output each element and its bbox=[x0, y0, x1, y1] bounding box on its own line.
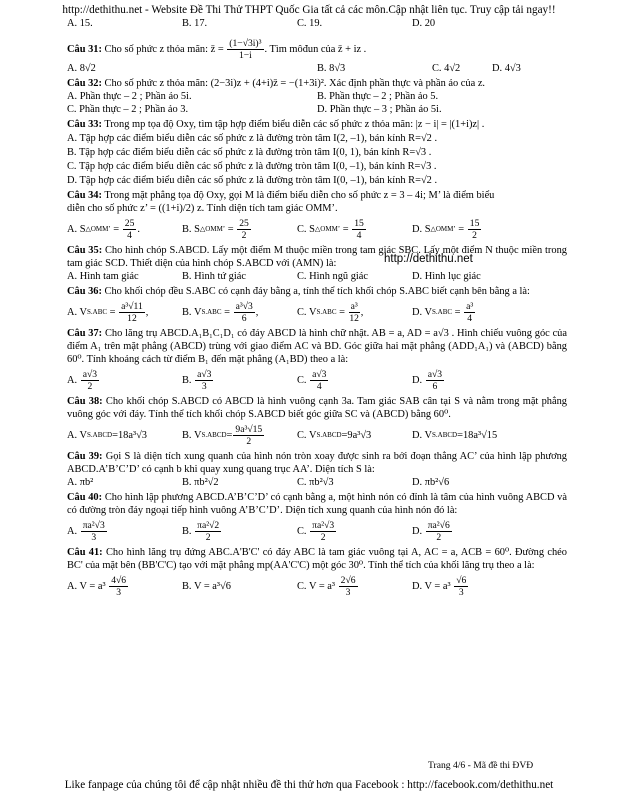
option-b[interactable]: B. Tập hợp các điểm biểu diễn các số phức z là đường tròn tâm I(0, 1), bán kính R=√3 . bbox=[67, 147, 432, 159]
option-c[interactable]: C. Tập hợp các điểm biểu diễn các số phức z là đường tròn tâm I(0, –1), bán kính R=√3 . bbox=[67, 161, 437, 173]
options-32-row2 bbox=[67, 103, 567, 116]
option-d[interactable]: D. Hình lục giác bbox=[412, 271, 481, 283]
option-c[interactable]: C. S △OMM’ = $\frac{15}{4}$ bbox=[297, 218, 364, 242]
question-label: Câu 40: bbox=[67, 492, 103, 504]
question-label: Câu 37: bbox=[67, 328, 103, 340]
options-39 bbox=[67, 476, 567, 489]
answer-c: C. 19. bbox=[297, 18, 323, 29]
option-a[interactable]: A. πb² bbox=[67, 477, 94, 489]
option-c[interactable]: C. Hình ngũ giác bbox=[297, 271, 368, 283]
answer-b: B. 17. bbox=[182, 18, 208, 29]
options-41 bbox=[67, 575, 567, 598]
option-c[interactable]: C. $\frac{a√3}{4}$ bbox=[297, 369, 327, 393]
question-label: Câu 31: bbox=[67, 43, 102, 55]
option-d[interactable]: D. Tập hợp các điểm biểu diễn các số phức z là đường tròn tâm I(0, –1), bán kính R=√2 . bbox=[67, 175, 438, 187]
option-d[interactable]: D. V S.ABCD =18a³√15 bbox=[412, 430, 498, 442]
option-b[interactable]: B. $\frac{a√3}{3}$ bbox=[182, 369, 212, 393]
watermark-link[interactable]: http://dethithu.net bbox=[384, 253, 473, 265]
answer-d: D. 20 bbox=[412, 18, 436, 29]
option-d[interactable]: D. V = a³ $\frac{√6}{3}$ bbox=[412, 575, 467, 599]
question-text: Trong mp tọa độ Oxy, tìm tập hợp điểm biểu diễn các số phức z thỏa mãn: |z − i| = |(1+i)z| . bbox=[104, 119, 485, 131]
options-37 bbox=[67, 369, 567, 392]
option-b[interactable]: B. 8√3 bbox=[317, 63, 346, 75]
option-c[interactable]: C. Phần thực – 2 ; Phần ảo 3. bbox=[67, 104, 189, 116]
question-38 bbox=[67, 395, 567, 421]
options-34 bbox=[67, 218, 567, 241]
page-header: http://dethithu.net - Website Đề Thi Thử THPT Quốc Gia tất cả các môn.Cập nhật liên tục. Truy cập tải ngay!! bbox=[62, 4, 556, 16]
question-label: Câu 38: bbox=[67, 396, 103, 408]
question-label: Câu 41: bbox=[67, 547, 103, 559]
options-35 bbox=[67, 270, 567, 283]
option-b[interactable]: B. Hình tứ giác bbox=[182, 271, 246, 283]
question-36 bbox=[67, 285, 567, 298]
question-32 bbox=[67, 77, 567, 90]
option-d[interactable]: D. πb²√6 bbox=[412, 477, 450, 489]
question-34 bbox=[67, 189, 567, 202]
option-c[interactable]: C. V S.ABCD =9a³√3 bbox=[297, 430, 372, 442]
option-a[interactable]: A. Tập hợp các điểm biểu diễn các số phức z là đường tròn tâm I(2, –1), bán kính R=√2 . bbox=[67, 133, 438, 145]
option-d[interactable]: D. $\frac{\text{πa²√6}}{2}$ bbox=[412, 520, 450, 544]
previous-answers bbox=[67, 17, 567, 30]
answer-a: A. 15. bbox=[67, 18, 93, 29]
question-37 bbox=[67, 327, 567, 366]
question-text: Cho lăng trụ ABCD.A₁B₁C₁D₁ có đáy ABCD là hình chữ nhật. AB = a, AD = a√3 . Hình chiếu vuông góc của điểm A₁ trên mặt phẳng (ABCD) trùng với giao điểm AC và BD. Góc giữa hai mặt phẳng (ADD₁A₁) và (ABCD) bằng 60⁰. Tính khoảng cách từ điểm B₁ đến mặt phẳng (A₁BD) theo a là: bbox=[67, 328, 567, 366]
question-text: z̄ + iz . bbox=[337, 43, 367, 55]
option-a[interactable]: A. $\frac{\text{πa²√3}}{3}$ bbox=[67, 520, 105, 544]
option-d[interactable]: D. S △OMM’ = $\frac{15}{2}$ bbox=[412, 218, 480, 242]
page-footer: Like fanpage của chúng tôi để cập nhật nhiều đề thi thử hơn qua Facebook : http://facebook.com/dethithu.net bbox=[64, 779, 554, 791]
page-number: Trang 4/6 - Mã đề thi ĐVĐ bbox=[428, 760, 534, 771]
option-c[interactable]: C. V = a³ $\frac{2√6}{3}$ bbox=[297, 575, 356, 599]
options-36 bbox=[67, 301, 567, 324]
option-d[interactable]: D. 4√3 bbox=[492, 63, 521, 75]
question-label: Câu 39: bbox=[67, 451, 103, 463]
question-text: Cho số phức z thỏa mãn: (2−3i)z + (4+i)z̄ = −(1+3i)². Xác định phần thực và phần ảo của z. bbox=[104, 78, 486, 90]
options-32-row1 bbox=[67, 90, 567, 103]
question-41 bbox=[67, 546, 567, 572]
question-text: Gọi S là diện tích xung quanh của hình nón tròn xoay được sinh ra bởi đoạn thẳng AC’ của hình lập phương ABCD.A’B’C’D’ có cạnh b khi quay xung quang trục AA’. Diện tích S là: bbox=[67, 451, 567, 476]
options-31 bbox=[67, 62, 567, 75]
option-a[interactable]: A. S △OMM’ = $\frac{25}{4}$ . bbox=[67, 218, 140, 242]
option-b[interactable]: B. S △OMM’ = $\frac{25}{2}$ bbox=[182, 218, 249, 242]
option-c[interactable]: C. $\frac{\text{πa²√3}}{2}$ bbox=[297, 520, 335, 544]
option-a[interactable]: A. 8√2 bbox=[67, 63, 96, 75]
question-label: Câu 32: bbox=[67, 78, 102, 90]
question-text: Cho khối chóp đều S.ABC có cạnh đáy bằng a, tính thể tích khối chóp S.ABC biết cạnh bên bằng a là: bbox=[104, 286, 530, 298]
question-35 bbox=[67, 244, 567, 270]
question-label: Câu 35: bbox=[67, 245, 103, 257]
option-c[interactable]: C. 4√2 bbox=[432, 63, 461, 75]
option-c[interactable]: C. V S.ABC = $\frac{\text{a³}}{12}$ , bbox=[297, 301, 364, 325]
question-text: Trong mặt phẳng tọa độ Oxy, gọi M là điểm biểu diễn cho số phức z = 3 – 4i; M’ là điểm biểu bbox=[104, 190, 495, 202]
option-a[interactable]: A. V S.ABC = $\frac{\text{a³√11}}{12}$ , bbox=[67, 301, 149, 325]
question-label: Câu 33: bbox=[67, 119, 102, 131]
option-c[interactable]: C. πb²√3 bbox=[297, 477, 334, 489]
question-label: Câu 36: bbox=[67, 286, 102, 298]
option-a[interactable]: A. V = a³ $\frac{4√6}{3}$ bbox=[67, 575, 127, 599]
options-40 bbox=[67, 520, 567, 543]
question-33 bbox=[67, 118, 567, 131]
option-a[interactable]: A. V S.ABCD =18a³√3 bbox=[67, 430, 147, 442]
question-label: Câu 34: bbox=[67, 190, 102, 202]
exam-content bbox=[67, 17, 567, 601]
question-text: Cho số phức z thỏa mãn: bbox=[104, 43, 209, 55]
question-34-line2: diễn cho số phức z’ = ((1+i)/2) z. Tính diện tích tam giác OMM’. bbox=[67, 203, 338, 215]
options-38 bbox=[67, 424, 567, 447]
question-text: Cho hình lăng trụ đứng ABC.A'B'C' có đáy ABC là tam giác vuông tại A, AC = a, ACB = 60⁰. Đường chéo BC' của mặt bên (BB'C'C) tạo với mặt phẳng mp(AA'C'C) một góc 30⁰. Tính thể tích của khối lăng trụ theo a là: bbox=[67, 547, 567, 572]
option-b[interactable]: B. V S.ABC = $\frac{\text{a³√3}}{6}$ , bbox=[182, 301, 259, 325]
question-text: . Tìm môđun của bbox=[264, 43, 336, 55]
option-a[interactable]: A. Hình tam giác bbox=[67, 271, 139, 283]
question-text: Cho khối chóp S.ABCD có ABCD là hình vuông cạnh 3a. Tam giác SAB cân tại S và nằm trong mặt phẳng vuông góc với đáy. Tính thể tích khối chóp S.ABCD biết góc giữa SC và (ABCD) bằng 60⁰. bbox=[67, 396, 567, 421]
option-b[interactable]: B. Phần thực – 2 ; Phần ảo 5. bbox=[317, 91, 439, 103]
question-40 bbox=[67, 491, 567, 517]
option-a[interactable]: A. Phần thực – 2 ; Phần ảo 5i. bbox=[67, 91, 192, 103]
option-a[interactable]: A. $\frac{a√3}{2}$ bbox=[67, 369, 98, 393]
formula: z̄ = $\frac{\text{(1−√3i)³}}{1-i}$ bbox=[210, 38, 262, 62]
option-b[interactable]: B. V = a³√6 bbox=[182, 581, 231, 593]
option-b[interactable]: B. V S.ABCD = $\frac{\text{9a³√15}}{2}$ bbox=[182, 424, 263, 448]
question-text: Cho hình lập phương ABCD.A’B’C’D’ có cạnh bằng a, một hình nón có đỉnh là tâm của hình vuông ABCD và có đường tròn đáy ngoại tiếp hình vuông A’B’C’D’. Diện tích xung quanh của hình nón đó là: bbox=[67, 492, 567, 517]
question-39 bbox=[67, 450, 567, 476]
option-d[interactable]: D. V S.ABC = $\frac{\text{a³}}{4}$ bbox=[412, 301, 474, 325]
option-d[interactable]: D. Phần thực – 3 ; Phần ảo 5i. bbox=[317, 104, 442, 116]
question-text: Cho hình chóp S.ABCD. Lấy một điểm M thuộc miền trong tam giác SBC. Lấy một điểm N thuộc miền trong tam giác SCD. Thiết diện của hình chóp S.ABCD với (AMN) là: bbox=[67, 245, 567, 270]
option-b[interactable]: B. πb²√2 bbox=[182, 477, 219, 489]
option-b[interactable]: B. $\frac{\text{πa²√2}}{2}$ bbox=[182, 520, 220, 544]
option-d[interactable]: D. $\frac{a√3}{6}$ bbox=[412, 369, 443, 393]
question-31 bbox=[67, 38, 567, 61]
